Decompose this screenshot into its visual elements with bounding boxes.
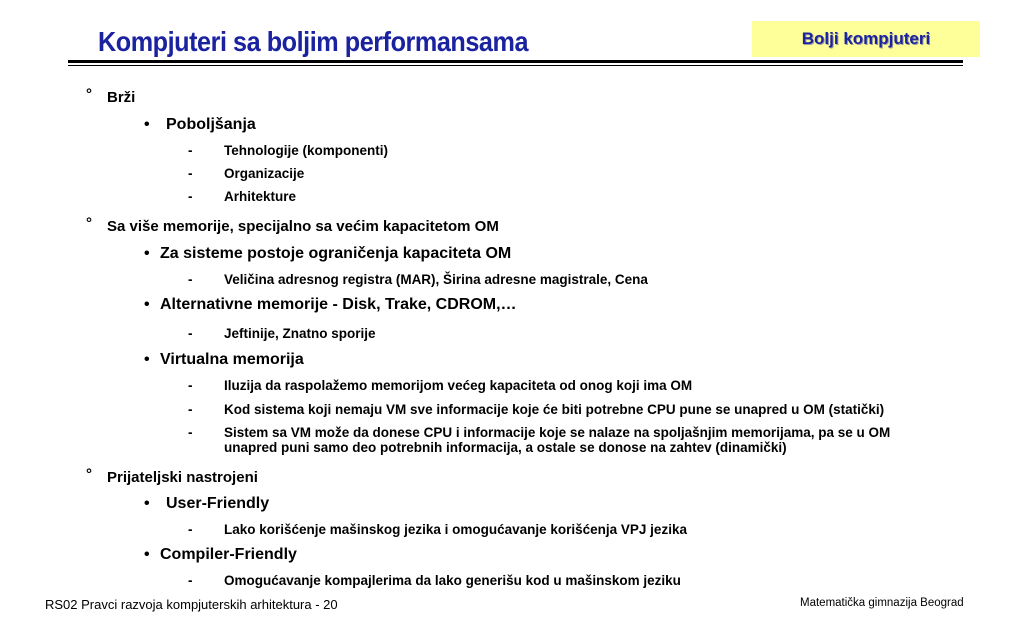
level2-marker: •	[144, 546, 150, 563]
level2-marker: •	[144, 116, 150, 133]
level1-marker: °	[86, 86, 92, 103]
slide-title: Kompjuteri sa boljim performansama	[98, 26, 529, 57]
level2-marker: •	[144, 296, 150, 313]
footer-slide-info: RS02 Pravci razvoja kompjuterskih arhitektura - 20	[45, 597, 338, 612]
heading-prijateljski: Prijateljski nastrojeni	[107, 469, 258, 486]
heading-memorija: Sa više memorije, specijalno sa većim kapacitetom OM	[107, 218, 499, 235]
level3-marker: -	[188, 326, 193, 341]
section-badge	[752, 21, 980, 57]
subitem-sistem-vm-line1: Sistem sa VM može da donese CPU i informacije koje se nalaze na spoljašnjim memorijama, pa se u OM	[224, 425, 891, 440]
level3-marker: -	[188, 189, 193, 204]
level3-marker: -	[188, 166, 193, 181]
subitem-omogucavanje: Omogućavanje kompajlerima da lako generišu kod u mašinskom jeziku	[224, 573, 681, 588]
level1-marker: °	[86, 215, 92, 232]
subitem-jeftinije: Jeftinije, Znatno sporije	[224, 326, 376, 341]
subitem-sistem-vm-line2: unapred puni samo deo potrebnih informacija, a ostale se donose na zahtev (dinamički)	[224, 440, 787, 455]
level1-marker: °	[86, 466, 92, 483]
item-alternativne: Alternativne memorije - Disk, Trake, CDROM,…	[160, 296, 517, 313]
level3-marker: -	[188, 272, 193, 287]
level2-marker: •	[144, 495, 150, 512]
level3-marker: -	[188, 425, 193, 440]
subitem-velicina: Veličina adresnog registra (MAR), Širina adresne magistrale, Cena	[224, 272, 648, 287]
title-rule-thick	[68, 60, 963, 63]
item-user-friendly: User-Friendly	[166, 495, 270, 512]
item-virtualna: Virtualna memorija	[160, 351, 304, 368]
item-poboljsanja: Poboljšanja	[166, 116, 256, 133]
section-badge-label: Bolji kompjuteri	[801, 29, 931, 48]
title-rule-thin	[68, 65, 963, 66]
footer-institution: Matematička gimnazija Beograd	[800, 597, 964, 609]
level3-marker: -	[188, 522, 193, 537]
level2-marker: •	[144, 245, 150, 262]
subitem-iluzija: Iluzija da raspolažemo memorijom većeg kapaciteta od onog koji ima OM	[224, 378, 693, 393]
subitem-lako: Lako korišćenje mašinskog jezika i omogućavanje korišćenja VPJ jezika	[224, 522, 687, 537]
level2-marker: •	[144, 351, 150, 368]
item-compiler-friendly: Compiler-Friendly	[160, 546, 297, 563]
level3-marker: -	[188, 402, 193, 417]
level3-marker: -	[188, 378, 193, 393]
heading-brzi: Brži	[107, 89, 136, 106]
subitem-organizacije: Organizacije	[224, 166, 305, 181]
level3-marker: -	[188, 573, 193, 588]
item-ogranicenja: Za sisteme postoje ograničenja kapaciteta OM	[160, 245, 512, 262]
subitem-kod-sistema: Kod sistema koji nemaju VM sve informacije koje će biti potrebne CPU pune se unapred u OM (statički)	[224, 402, 885, 417]
subitem-arhitekture: Arhitekture	[224, 189, 297, 204]
subitem-tehnologije: Tehnologije (komponenti)	[224, 143, 388, 158]
level3-marker: -	[188, 143, 193, 158]
